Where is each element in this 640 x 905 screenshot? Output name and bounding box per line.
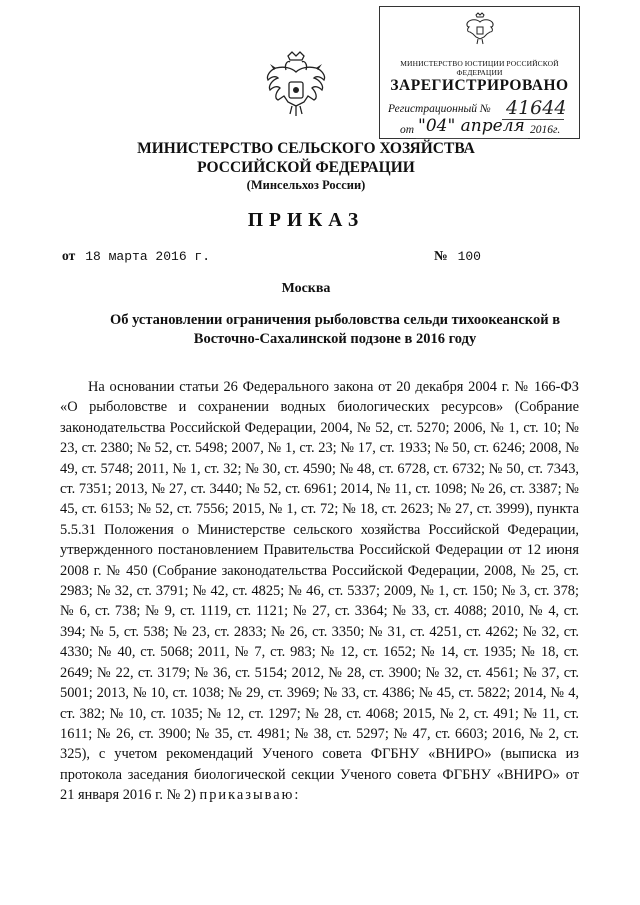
body-paragraph [60, 377, 579, 806]
order-date-label: от [62, 248, 76, 263]
subject-line2: Восточно-Сахалинской подзоне в 2016 году [193, 331, 477, 347]
order-subject [100, 311, 570, 349]
subject-line1: Об установлении ограничения рыболовства сельди тихоокеанской в [109, 312, 561, 328]
ministry-name-line1: МИНИСТЕРСТВО СЕЛЬСКОГО ХОЗЯЙСТВА [137, 140, 475, 157]
stamp-from-label: от [400, 124, 415, 136]
ministry-short-name: (Минсельхоз России) [246, 178, 366, 192]
stamp-reg-number-label: Регистрационный № [388, 103, 491, 115]
order-date: 18 марта 2016 г. [85, 249, 211, 264]
order-number-row [434, 248, 481, 264]
registration-stamp [379, 6, 580, 139]
coat-of-arms-icon [262, 50, 330, 122]
decree-word: приказываю: [199, 787, 301, 804]
stamp-emblem-icon [463, 12, 497, 46]
ministry-name-line2: РОССИЙСКОЙ ФЕДЕРАЦИИ [197, 159, 415, 176]
stamp-year: 2016г. [530, 124, 561, 136]
order-number: 100 [457, 249, 481, 264]
stamp-registered-label: ЗАРЕГИСТРИРОВАНО [390, 77, 569, 94]
order-number-label: № [434, 248, 448, 263]
stamp-from-date: "04" апреля [418, 116, 525, 136]
city-label: Москва [281, 281, 331, 296]
stamp-ministry-label: МИНИСТЕРСТВО ЮСТИЦИИ РОССИЙСКОЙ ФЕДЕРАЦИИ [400, 59, 559, 77]
document-title: ПРИКАЗ [247, 210, 365, 231]
stamp-reg-number: 41644 [506, 97, 567, 119]
order-date-row [62, 248, 210, 264]
body-text: На основании статьи 26 Федерального закона от 20 декабря 2004 г. № 166-ФЗ «О рыболовстве и сохранении водных биологических ресурсов» (Собрание законодательства Российской Федерации, 2004, № 52, ст. 5270; 2006, № 1, ст. 10; № 23, ст. 2380; № 52, ст. 5498; 2007, № 1, ст. 23; № 17, ст. 1933; № 50, ст. 6246; 2008, № 49, ст. 5748; 2011, № 1, ст. 32; № 30, ст. 4590; № 48, ст. 6728, ст. 6732; № 50, ст. 7343, ст. 7351; 2013, № 27, ст. 3440; № 52, ст. 6961; 2014, № 11, ст. 1098; № 26, ст. 3387; № 45, ст. 6153; № 52, ст. 7556; 2015, № 1, ст. 72; № 18, ст. 2623; № 27, ст. 3999), пункта 5.5.31 Положения о Министерстве сельского хозяйства Российской Федерации, утвержденного постановлением Правительства Российской Федерации от 12 июня 2008 г. № 450 (Собрание законодательства Российской Федерации, 2008, № 25, ст. 2983; № 32, ст. 3791; № 42, ст. 4825; № 46, ст. 5337; 2009, № 1, ст. 150; № 3, ст. 378; № 6, ст. 738; № 9, ст. 1119, ст. 1121; № 27, ст. 3364; № 33, ст. 4088; 2010, № 4, ст. 394; № 5, ст. 538; № 23, ст. 2833; № 26, ст. 3350; № 31, ст. 4251, ст. 4262; № 32, ст. 4330; № 40, ст. 5068; 2011, № 7, ст. 983; № 12, ст. 1652; № 14, ст. 1935; № 18, ст. 2649; № 22, ст. 3179; № 36, ст. 5154; 2012, № 28, ст. 3900; № 32, ст. 4561; № 37, ст. 5001; 2013, № 10, ст. 1038; № 29, ст. 3969; № 33, ст. 4386; № 45, ст. 5822; 2014, № 4, ст. 382; № 10, ст. 1035; № 12, ст. 1297; № 28, ст. 4068; 2015, № 2, ст. 491; № 11, ст. 1611; № 26, ст. 3900; № 35, ст. 4981; № 38, ст. 5297; № 47, ст. 6603; 2016, № 2, ст. 325), с учетом рекомендаций Ученого совета ФГБНУ «ВНИРО» (выписка из протокола заседания биологической секции Ученого совета ФГБНУ «ВНИРО» от 21 января 2016 г. № 2) [60, 379, 579, 804]
stamp-date-underline [416, 138, 528, 139]
